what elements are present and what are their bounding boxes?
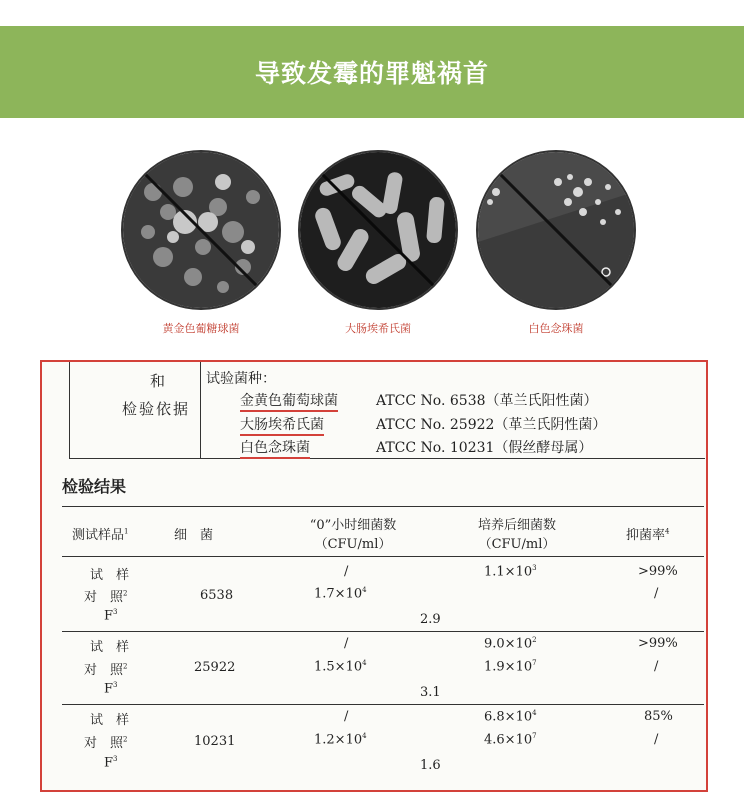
f-label: $F^3$ (104, 608, 118, 624)
sample-label: 试 样 (90, 568, 130, 583)
strain-row (240, 414, 607, 434)
zero-hour-control: $1.7\times 10^4$ (314, 586, 367, 602)
header-bacteria: 细 菌 (174, 528, 214, 543)
test-basis-section (69, 362, 705, 459)
control-label: 对 照$^2$ (84, 589, 128, 605)
zero-hour-control: $1.2\times 10^4$ (314, 732, 367, 748)
rate-sample: >99% (638, 636, 678, 651)
after-control: $4.6\times 10^7$ (484, 732, 537, 748)
zero-hour-sample: / (344, 709, 349, 724)
microbe-label: 白色念珠菌 (528, 322, 584, 335)
strain-number: 6538 (200, 588, 234, 603)
label-he: 和 (150, 372, 166, 390)
divider (200, 362, 201, 458)
strain-row (240, 390, 598, 410)
microbe-card-candida (476, 150, 636, 336)
strain-number: 25922 (194, 660, 236, 675)
table-rule (62, 704, 704, 705)
f-value: 1.6 (420, 758, 441, 773)
rate-sample: >99% (638, 564, 678, 579)
strain-name: 白色念珠菌 (240, 440, 310, 459)
rate-control: / (654, 586, 659, 601)
zero-hour-control: $1.5\times 10^4$ (314, 659, 367, 675)
banner-title: 导致发霉的罪魁祸首 (254, 59, 489, 88)
label-test-basis: 检验依据 (122, 400, 191, 418)
f-label: $F^3$ (104, 681, 118, 697)
f-label: $F^3$ (104, 755, 118, 771)
f-value: 2.9 (420, 612, 441, 627)
strain-number: 10231 (194, 734, 236, 749)
e-coli-micrograph-icon (298, 150, 458, 310)
microbe-card-ecoli (298, 150, 458, 336)
strain-name: 金黄色葡萄球菌 (240, 393, 338, 412)
strain-ref: ATCC No. 10231（假丝酵母属） (376, 440, 593, 456)
after-sample: $9.0\times 10^2$ (484, 636, 537, 652)
strain-row (240, 437, 593, 457)
after-sample: $6.8\times 10^4$ (484, 709, 537, 725)
sample-label: 试 样 (90, 713, 130, 728)
header-after-culture: 培养后细菌数 （CFU/ml） (477, 518, 556, 552)
strain-title: 试验菌种： (206, 371, 276, 387)
rate-sample: 85% (644, 709, 673, 724)
rate-control: / (654, 732, 659, 747)
table-rule (62, 556, 704, 557)
microbe-label: 大肠埃希氏菌 (345, 322, 411, 335)
result-title: 检验结果 (62, 477, 127, 496)
header-banner (0, 26, 744, 118)
control-label: 对 照$^2$ (84, 735, 128, 751)
zero-hour-sample: / (344, 636, 349, 651)
strain-ref: ATCC No. 6538（革兰氏阳性菌） (376, 393, 598, 409)
sample-label: 试 样 (90, 640, 130, 655)
strain-ref: ATCC No. 25922（革兰氏阴性菌） (376, 417, 607, 433)
table-rule (62, 506, 704, 507)
candida-micrograph-icon (476, 150, 636, 310)
test-report-scan (40, 360, 708, 792)
microbe-card-staph (121, 150, 281, 336)
f-value: 3.1 (420, 685, 441, 700)
header-rate: 抑菌率$^4$ (626, 527, 670, 543)
staphylococcus-micrograph-icon (121, 150, 281, 310)
microbe-label: 黄金色葡糖球菌 (162, 322, 240, 335)
header-sample: 测试样品$^1$ (72, 527, 129, 543)
after-control: $1.9\times 10^7$ (484, 659, 537, 675)
after-sample: $1.1\times 10^3$ (484, 564, 537, 580)
rate-control: / (654, 659, 659, 674)
strain-name: 大肠埃希氏菌 (240, 417, 324, 436)
table-rule (62, 631, 704, 632)
header-zero-hour: “0”小时细菌数 （CFU/ml） (309, 518, 397, 552)
control-label: 对 照$^2$ (84, 662, 128, 678)
zero-hour-sample: / (344, 564, 349, 579)
